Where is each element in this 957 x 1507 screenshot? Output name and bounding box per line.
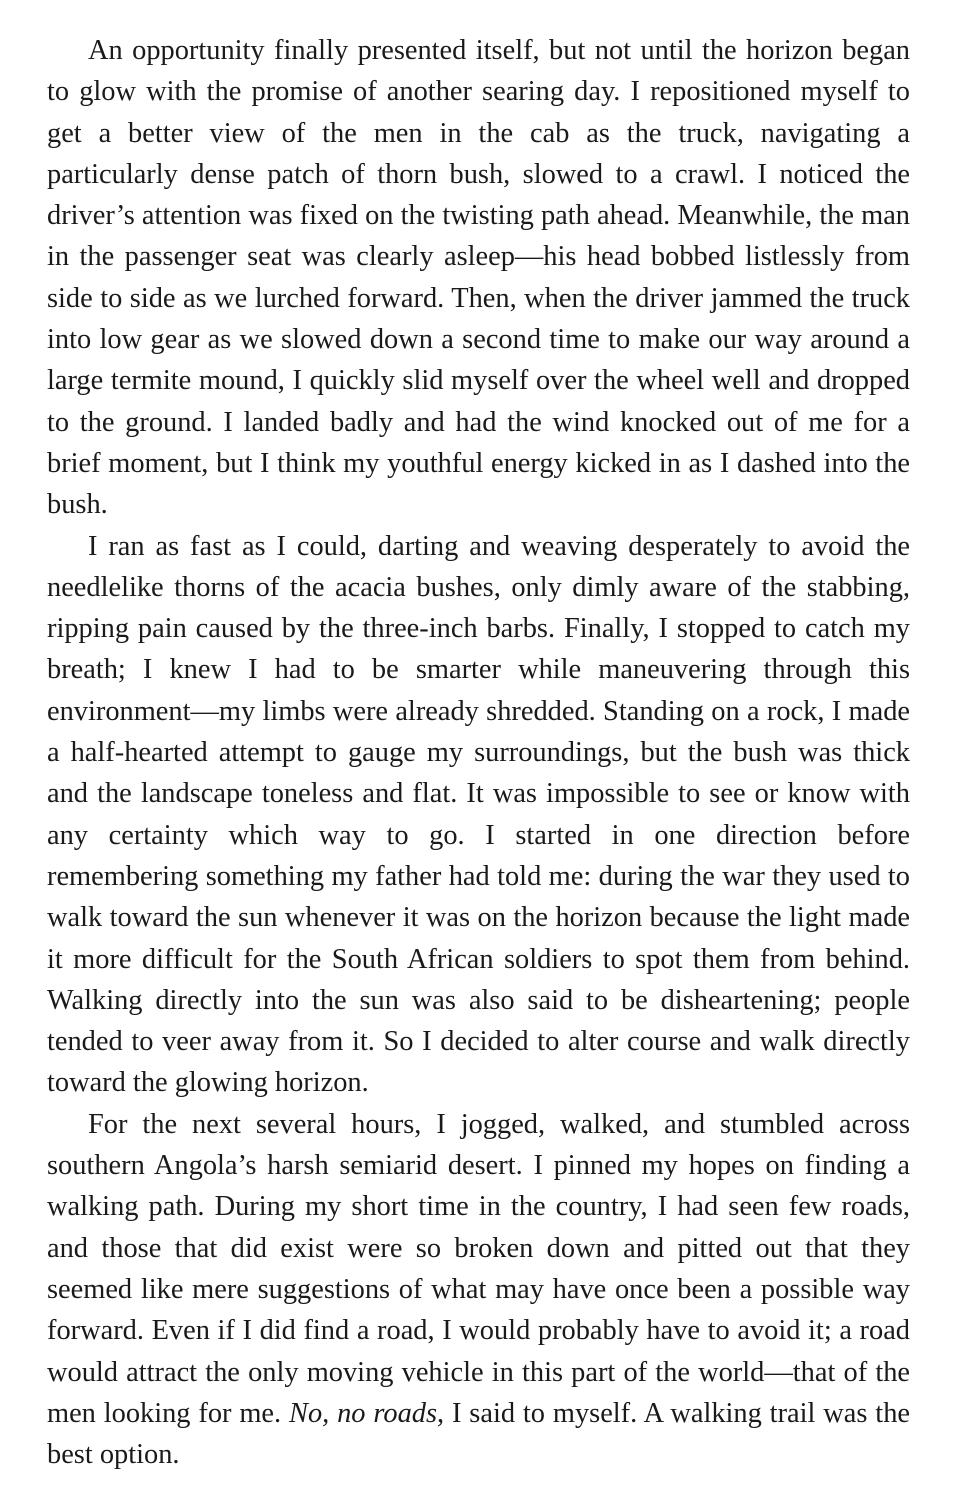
- paragraph-text-segment: , I said to myself. A walking trail was the best option.: [47, 1397, 910, 1471]
- paragraph-text-segment: For the next several hours, I jogged, walked, and stumbled across southern Angola’s harsh semiarid desert. I pinned my hopes on finding a walking path. During my short time in the country, I had seen few roads, and those that did exist were so broken down and pitted out that they seemed like mere suggestions of what may have once been a possible way forward. Even if I did find a road, I would probably have to avoid it; a road would attract the only moving vehicle in this part of the world—that of the men looking for me.: [47, 1108, 910, 1429]
- book-page: [47, 30, 910, 1475]
- paragraph-truck-escape: An opportunity finally presented itself, but not until the horizon began to glow with the promise of another searing day. I repositioned myself to get a better view of the men in the cab as the truck, navigating a particularly dense patch of thorn bush, slowed to a crawl. I noticed the driver’s attention was fixed on the twisting path ahead. Meanwhile, the man in the passenger seat was clearly asleep—his head bobbed listlessly from side to side as we lurched forward. Then, when the driver jammed the truck into low gear as we slowed down a second time to make our way around a large termite mound, I quickly slid myself over the wheel well and dropped to the ground. I landed badly and had the wind knocked out of me for a brief moment, but I think my youthful energy kicked in as I dashed into the bush.: [47, 35, 910, 521]
- italic-thought: No, no roads: [289, 1397, 438, 1429]
- paragraph-crossing-desert: [47, 1104, 910, 1476]
- paragraph-running-through-bush: I ran as fast as I could, darting and weaving desperately to avoid the needlelike thorns of the acacia bushes, only dimly aware of the stabbing, ripping pain caused by the three-inch barbs. Finally, I stopped to catch my breath; I knew I had to be smarter while maneuvering through this environment—my limbs were already shredded. Standing on a rock, I made a half-hearted attempt to gauge my surroundings, but the bush was thick and the landscape toneless and flat. It was impossible to see or know with any certainty which way to go. I started in one direction before remembering something my father had told me: during the war they used to walk toward the sun whenever it was on the horizon because the light made it more difficult for the South African soldiers to spot them from behind. Walking directly into the sun was also said to be disheartening; people tended to veer away from it. So I decided to alter course and walk directly toward the glowing horizon.: [47, 530, 910, 1099]
